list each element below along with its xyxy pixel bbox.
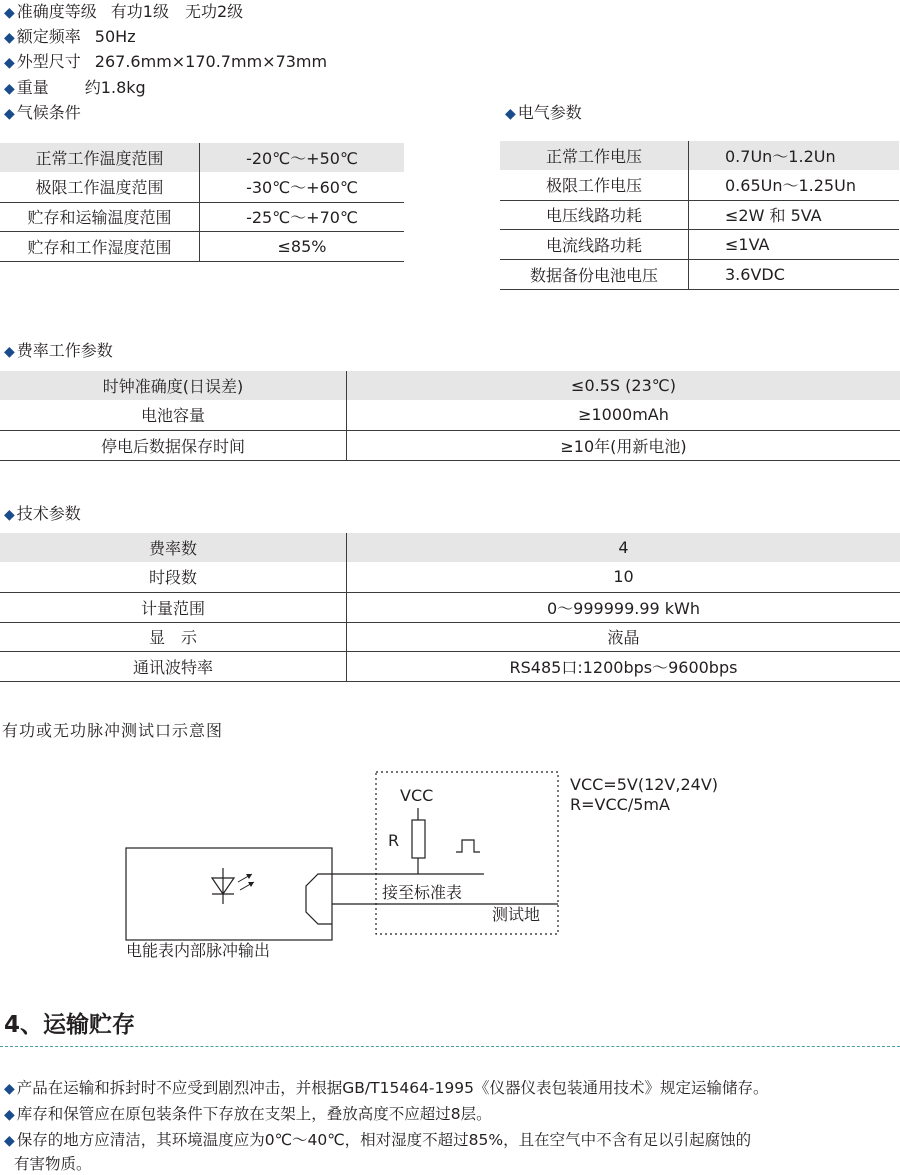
rate-table	[0, 371, 900, 461]
tech-table	[0, 533, 900, 682]
meter-label: 电能表内部脉冲输出	[126, 941, 271, 960]
diamond-icon: ◆	[4, 1107, 15, 1123]
spec-accuracy: ◆ 准确度等级 有功1级 无功2级	[4, 2, 244, 21]
table-row: 数据备份电池电压 3.6VDC	[500, 259, 899, 289]
table-row: 电流线路功耗 ≤1VA	[500, 229, 899, 259]
connect-label: 接至标准表	[382, 883, 463, 902]
paragraph: ◆ 库存和保管应在原包装条件下存放在支架上，叠放高度不应超过8层。	[4, 1105, 492, 1123]
diamond-icon: ◆	[4, 1133, 15, 1149]
diamond-icon: ◆	[4, 507, 15, 523]
resistor-label: R	[388, 831, 400, 850]
table-row: 时钟准确度(日误差) ≤0.5S (23℃)	[0, 371, 900, 400]
climate-heading: ◆ 气候条件	[4, 103, 81, 122]
pulse-icon	[456, 840, 480, 852]
paragraph: ◆ 保存的地方应清洁，其环境温度应为0℃～40℃，相对湿度不超过85%，且在空气中不含有足以引起腐蚀的	[4, 1131, 752, 1149]
diamond-icon: ◆	[4, 1081, 15, 1097]
table-row: 极限工作温度范围 -30℃～+60℃	[0, 172, 404, 202]
diamond-icon: ◆	[4, 344, 15, 360]
table-row: 电压线路功耗 ≤2W 和 5VA	[500, 200, 899, 229]
table-row: 贮存和工作湿度范围 ≤85%	[0, 231, 404, 261]
table-row: 费率数 4	[0, 533, 900, 562]
r-note: R=VCC/5mA	[570, 795, 670, 814]
table-row: 停电后数据保存时间 ≥10年(用新电池)	[0, 430, 900, 460]
diamond-icon: ◆	[4, 81, 15, 97]
section-title: 4、运输贮存	[4, 1012, 136, 1038]
paragraph: ◆ 产品在运输和拆封时不应受到剧烈冲击，并根据GB/T15464-1995《仪器仪表包装通用技术》规定运输储存。	[4, 1079, 769, 1097]
table-row: 时段数 10	[0, 562, 900, 592]
diamond-icon: ◆	[4, 106, 15, 122]
diagram-title: 有功或无功脉冲测试口示意图	[2, 721, 224, 740]
table-row: 通讯波特率 RS485口:1200bps～9600bps	[0, 651, 900, 681]
climate-table	[0, 143, 404, 262]
table-row: 电池容量 ≥1000mAh	[0, 400, 900, 430]
section-divider	[0, 1046, 900, 1047]
tech-heading: ◆ 技术参数	[4, 504, 81, 523]
spec-dimensions: ◆ 外型尺寸 267.6mm×170.7mm×73mm	[4, 52, 328, 71]
ground-label: 测试地	[492, 905, 541, 924]
vcc-label: VCC	[400, 786, 434, 805]
table-row: 正常工作电压 0.7Un～1.2Un	[500, 141, 899, 170]
diamond-icon: ◆	[4, 5, 15, 21]
diamond-icon: ◆	[4, 55, 15, 71]
diamond-icon: ◆	[505, 106, 516, 122]
diamond-icon: ◆	[4, 30, 15, 46]
spec-frequency: ◆ 额定频率 50Hz	[4, 27, 136, 46]
resistor-icon	[412, 820, 425, 858]
table-row: 正常工作温度范围 -20℃～+50℃	[0, 143, 404, 172]
paragraph-continuation: 有害物质。	[14, 1155, 92, 1173]
table-row: 计量范围 0～999999.99 kWh	[0, 592, 900, 622]
table-row: 极限工作电压 0.65Un～1.25Un	[500, 170, 899, 200]
vcc-note: VCC=5V(12V,24V)	[570, 775, 718, 794]
electrical-heading: ◆ 电气参数	[505, 103, 582, 122]
table-row: 贮存和运输温度范围 -25℃～+70℃	[0, 202, 404, 231]
pulse-diagram	[0, 760, 900, 970]
table-row: 显 示 液晶	[0, 622, 900, 651]
electrical-table	[500, 141, 899, 290]
rate-heading: ◆ 费率工作参数	[4, 341, 113, 360]
spec-weight: ◆ 重量 约1.8kg	[4, 78, 146, 97]
transistor-icon	[306, 874, 332, 924]
